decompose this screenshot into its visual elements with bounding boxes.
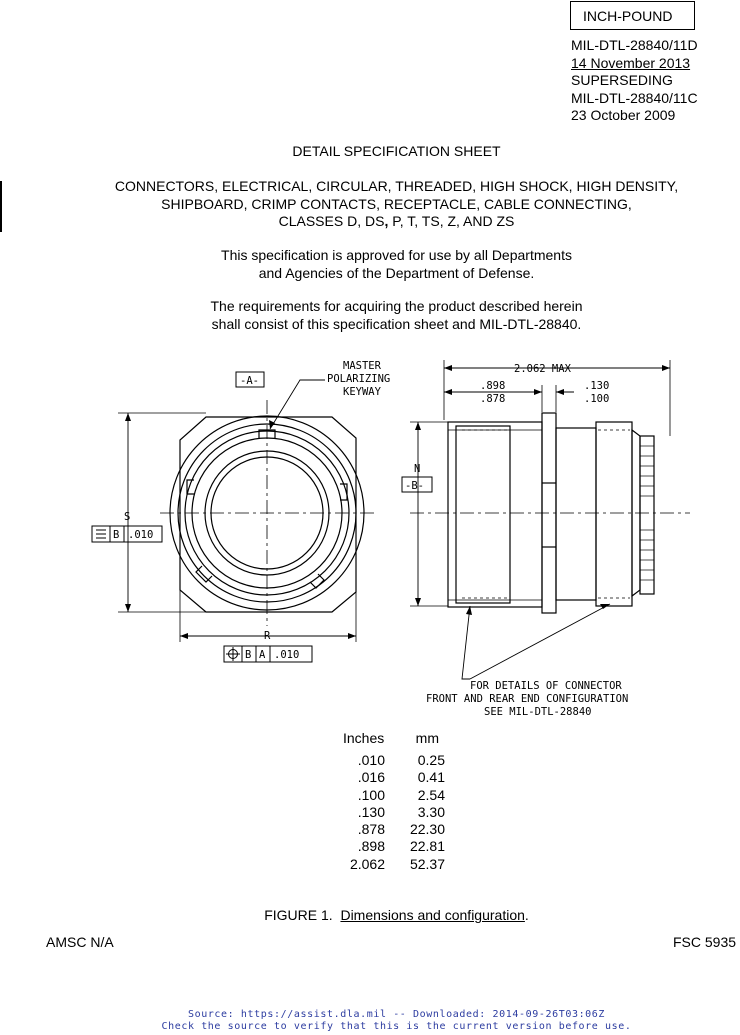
flange-outline xyxy=(180,417,356,612)
conversion-header xyxy=(343,730,445,752)
fcf-r-datum-b: B xyxy=(245,649,252,661)
figure-title: Dimensions and configuration xyxy=(340,907,525,923)
inch-pound-marking: INCH-POUND xyxy=(570,1,695,30)
mm-value: 3.30 xyxy=(417,803,445,820)
approval-line-2: and Agencies of the Department of Defense. xyxy=(258,264,535,281)
front-shell xyxy=(556,428,596,600)
table-row xyxy=(343,804,445,821)
title-line-1: CONNECTORS, ELECTRICAL, CIRCULAR, THREADED, HIGH SHOCK, HIGH DENSITY, xyxy=(114,178,679,194)
fcf-s-value: .010 xyxy=(128,529,154,541)
dim-s-label: S xyxy=(124,511,131,523)
prev-doc-number: MIL-DTL-28840/11C xyxy=(571,89,698,106)
doc-date: 14 November 2013 xyxy=(571,54,691,71)
source-banner xyxy=(0,1009,740,1033)
fcf-s-datum: B xyxy=(113,529,120,541)
mm-value: 52.37 xyxy=(409,855,445,872)
note-leader-right xyxy=(470,604,610,679)
table-row xyxy=(343,821,445,838)
fcf-r-value: .010 xyxy=(274,649,300,661)
dim-878-label: .878 xyxy=(480,393,506,405)
note-leader-left xyxy=(462,606,470,679)
rear-shell-inner xyxy=(456,426,510,603)
note-line-2: FRONT AND REAR END CONFIGURATION xyxy=(426,693,629,705)
mm-value: 22.81 xyxy=(409,838,445,855)
table-row xyxy=(343,769,445,786)
keyway-label-1: MASTER xyxy=(343,360,381,372)
datum-a-label: -A- xyxy=(240,375,259,387)
superseding-label: SUPERSEDING xyxy=(571,72,673,88)
dim-100-label: .100 xyxy=(584,393,610,405)
table-row xyxy=(343,838,445,855)
figure-label: FIGURE 1. xyxy=(264,907,333,923)
fcf-r-datum-a: A xyxy=(259,649,266,661)
table-row xyxy=(343,856,445,873)
amsc-label: AMSC N/A xyxy=(46,934,114,950)
source-line-1: Source: https://assist.dla.mil -- Downloaded: 2014-09-26T03:06Z xyxy=(187,1009,606,1020)
sheet-type: DETAIL SPECIFICATION SHEET xyxy=(292,143,501,159)
key-notch-left-bottom xyxy=(196,566,212,582)
dim-r-label: R xyxy=(264,630,271,642)
requirements-line-1: The requirements for acquiring the product described herein xyxy=(210,298,583,314)
inch-value: .016 xyxy=(357,769,385,786)
approval-line-1: This specification is approved for use by all Departments xyxy=(221,247,572,263)
datum-b-label: -B- xyxy=(405,480,424,492)
keyway-leader xyxy=(270,380,325,429)
header-inches: Inches xyxy=(343,730,385,746)
inch-value: .130 xyxy=(357,803,385,820)
mm-value: 2.54 xyxy=(417,786,445,803)
fsc-label: FSC 5935 xyxy=(673,934,737,950)
dim-898-label: .898 xyxy=(480,380,506,392)
inch-value: .100 xyxy=(357,786,385,803)
requirements-line-2: shall consist of this specification sheet and MIL-DTL-28840. xyxy=(211,315,582,332)
inch-value: .878 xyxy=(357,821,385,838)
title-line-3-comma: , xyxy=(384,213,389,229)
mm-value: 0.25 xyxy=(417,752,445,768)
title-line-2: SHIPBOARD, CRIMP CONTACTS, RECEPTACLE, CABLE CONNECTING, xyxy=(161,195,632,212)
note-line-1: FOR DETAILS OF CONNECTOR xyxy=(470,680,622,692)
dim-n-label: N xyxy=(414,463,421,475)
inch-value: .898 xyxy=(357,838,385,855)
rear-shell xyxy=(448,422,542,607)
source-line-2: Check the source to verify that this is the current version before use. xyxy=(161,1021,632,1032)
conversion-table xyxy=(343,730,445,873)
coupling-ring xyxy=(596,422,632,606)
keyway-label-3: KEYWAY xyxy=(343,386,381,398)
note-line-3: SEE MIL-DTL-28840 xyxy=(484,706,592,718)
inch-value: 2.062 xyxy=(349,855,385,872)
header-mm: mm xyxy=(415,730,439,746)
mm-value: 0.41 xyxy=(417,769,445,786)
figure-period: . xyxy=(524,907,529,923)
figure-caption xyxy=(0,907,740,923)
doc-number: MIL-DTL-28840/11D xyxy=(571,37,698,53)
title-line-3b: P, T, TS, Z, AND ZS xyxy=(388,213,515,229)
table-row xyxy=(343,787,445,804)
inch-value: .010 xyxy=(357,752,385,768)
title-line-3a: CLASSES D, DS xyxy=(278,213,385,229)
dim-130-label: .130 xyxy=(584,380,610,392)
table-row xyxy=(343,752,445,769)
dim-overall-label: 2.062 MAX xyxy=(514,363,571,375)
prev-date: 23 October 2009 xyxy=(571,107,676,123)
keyway-label-2: POLARIZING xyxy=(327,373,391,385)
mm-value: 22.30 xyxy=(409,821,445,838)
